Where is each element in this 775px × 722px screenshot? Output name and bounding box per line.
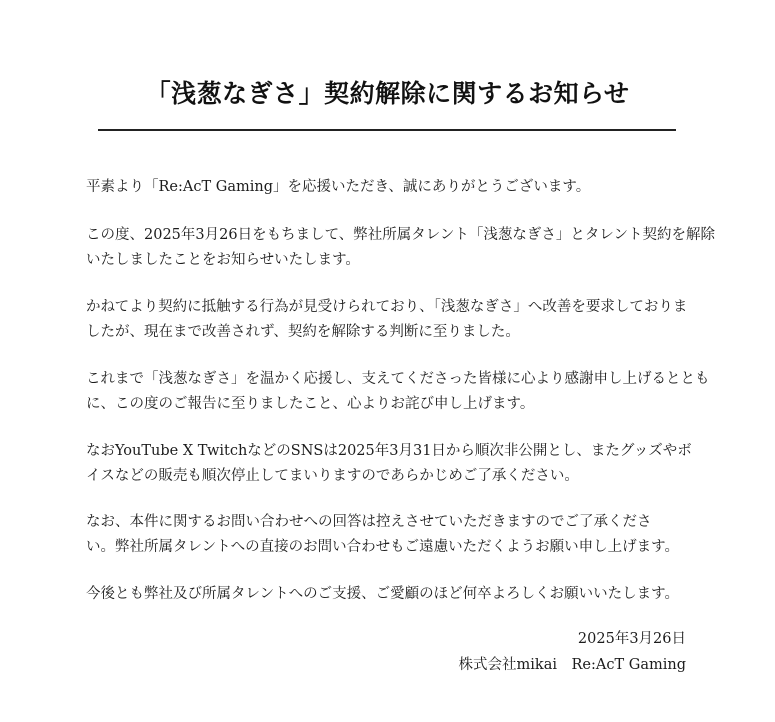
paragraph-line: なお、本件に関するお問い合わせへの回答は控えさせていただきますのでご了承くださ — [86, 514, 652, 530]
signature-company: 株式会社mikai Re:AcT Gaming — [458, 657, 686, 673]
page-title: 「浅葱なぎさ」契約解除に関するお知らせ — [145, 79, 630, 108]
paragraph-line: これまで「浅葱なぎさ」を温かく応援し、支えてくださった皆様に心より感謝申し上げるととも — [86, 371, 710, 387]
paragraph-line: に、この度のご報告に至りましたこと、心よりお詫び申し上げます。 — [86, 396, 535, 412]
title-divider — [98, 129, 676, 131]
paragraph-sns-goods — [86, 439, 696, 489]
paragraph-contract-termination — [86, 223, 716, 273]
paragraph-line: したが、現在まで改善されず、契約を解除する判断に至りました。 — [86, 324, 520, 340]
paragraph-line: イスなどの販売も順次停止してまいりますのであらかじめご了承ください。 — [86, 468, 579, 484]
paragraph-line: いたしましたことをお知らせいたします。 — [86, 252, 360, 268]
signature-date: 2025年3月26日 — [577, 631, 686, 647]
paragraph-line: い。弊社所属タレントへの直接のお問い合わせもご遠慮いただくようお願い申し上げます。 — [86, 539, 679, 555]
paragraph-greeting — [86, 175, 696, 200]
paragraph-line: 平素より「Re:AcT Gaming」を応援いただき、誠にありがとうございます。 — [86, 179, 591, 195]
paragraph-line: 今後とも弊社及び所属タレントへのご支援、ご愛顧のほど何卒よろしくお願いいたします。 — [86, 586, 679, 602]
paragraph-closing — [86, 582, 696, 607]
paragraph-inquiries — [86, 510, 696, 560]
paragraph-line: この度、2025年3月26日をもちまして、弊社所属タレント「浅葱なぎさ」とタレント契約を解除 — [86, 227, 716, 243]
paragraph-thanks — [86, 367, 710, 417]
paragraph-reason — [86, 295, 696, 345]
paragraph-line: なおYouTube X TwitchなどのSNSは2025年3月31日から順次非公開とし、またグッズやボ — [86, 443, 692, 459]
paragraph-line: かねてより契約に抵触する行為が見受けられており、「浅葱なぎさ」へ改善を要求しておりま — [86, 299, 688, 315]
